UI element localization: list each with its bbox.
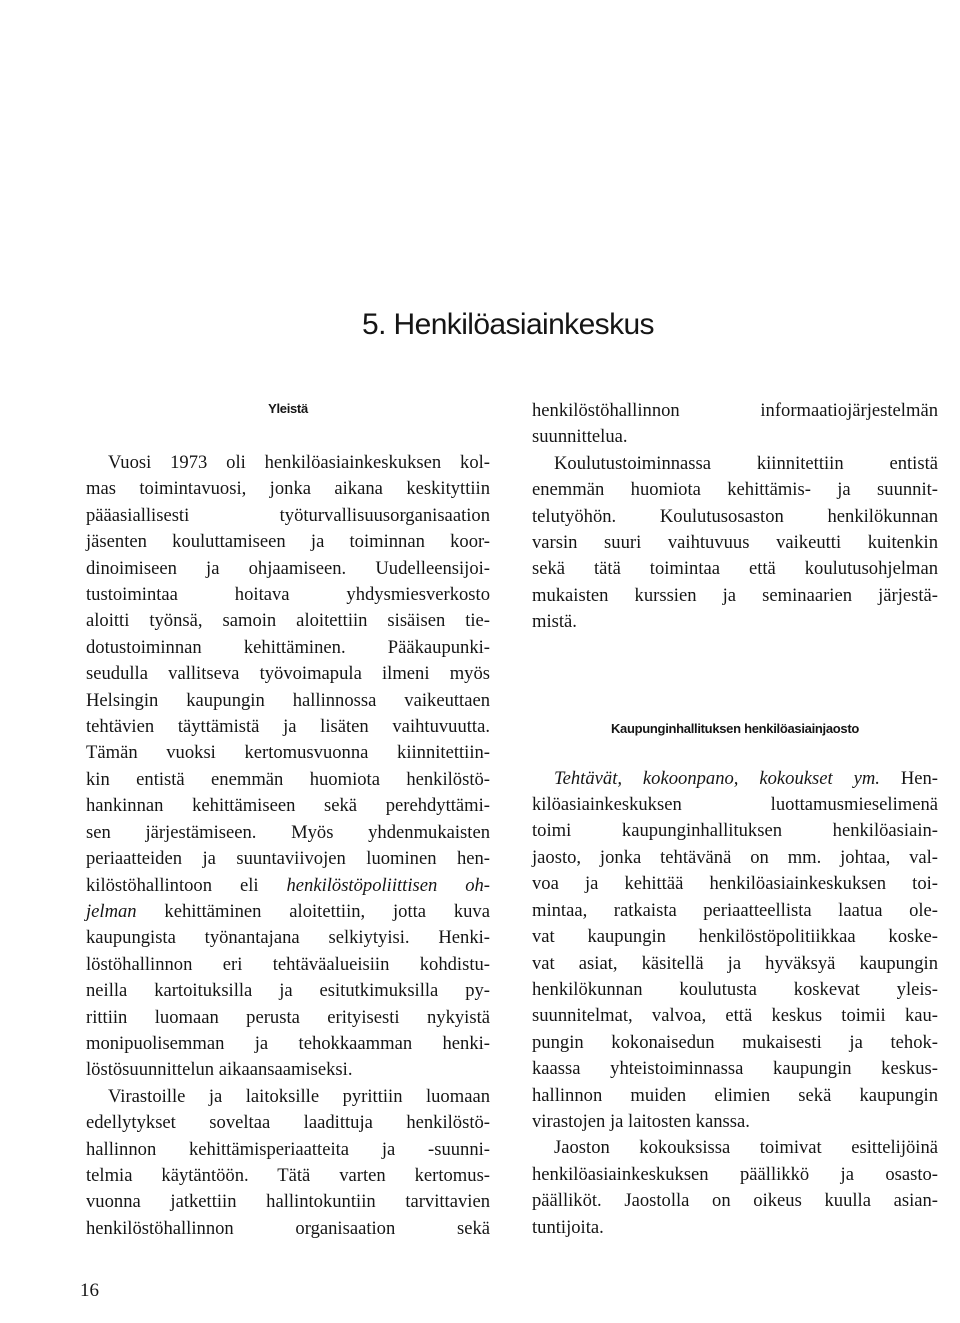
text-line: Vuosi 1973 oli henkilöasiainkeskuksen kol- — [108, 452, 490, 473]
text-line: tustoimintaa hoitava yhdysmiesverkosto — [86, 584, 490, 606]
chapter-title: 5. Henkilöasiainkeskus — [362, 308, 654, 341]
text-line: mukaisten kurssien ja seminaarien järjestä- — [532, 584, 938, 606]
text-line: henkilöasiainkeskuksen päällikkö ja osasto- — [532, 1163, 938, 1185]
section-heading-general: Yleistä — [268, 401, 308, 416]
text-line: suunnittelua. — [532, 426, 628, 448]
text-line: telutyöhön. Koulutusosaston henkilökunnan — [532, 505, 938, 527]
text-line: Helsingin kaupungin hallinnossa vaikeuttaen — [86, 689, 490, 711]
general-paragraph-2 — [86, 1084, 490, 1242]
italic-term: henkilöstöpoliittisen oh- — [286, 874, 490, 896]
text-fragment: Hen- — [879, 767, 938, 789]
text-line-with-italic — [532, 766, 938, 792]
text-line: mas toimintavuosi, jonka aikana keskityttiin — [86, 478, 490, 500]
text-line: toimi kaupunginhallituksen henkilöasiain- — [532, 820, 938, 842]
text-line: edellytykset soveltaa laadittuja henkilöstö- — [86, 1112, 490, 1134]
text-line: enemmän huomiota kehittämis- ja suunnit- — [532, 479, 938, 501]
text-line: kaupungista työnantajana selkiytyisi. Henki- — [86, 927, 490, 949]
text-line: päälliköt. Jaostolla on oikeus kuulla asian- — [532, 1190, 938, 1212]
text-line: kin entistä enemmän huomiota henkilöstö- — [86, 768, 490, 790]
text-line: henkilöstöhallinnon informaatiojärjestelmän — [532, 400, 938, 421]
text-line: mintaa, ratkaista periaatteellista laatua ole- — [532, 899, 938, 921]
text-line-with-italic — [86, 899, 490, 925]
division-paragraph-2 — [532, 1135, 938, 1241]
text-line: jaosto, jonka tehtävänä on mm. johtaa, val- — [532, 846, 938, 868]
training-paragraph — [532, 451, 938, 636]
italic-lead: Tehtävät, kokoonpano, kokoukset ym. — [554, 767, 880, 789]
text-line: virastojen ja laitosten kanssa. — [532, 1110, 750, 1132]
section-heading-division: Kaupunginhallituksen henkilöasiainjaosto — [610, 720, 860, 736]
text-line: vat kaupungin henkilöstöpolitiikkaa koske- — [532, 926, 938, 948]
text-line: telmia käytäntöön. Tätä varten kertomus- — [86, 1164, 490, 1186]
text-line: hallinnon kehittämisperiaatteita ja -suunni- — [86, 1138, 490, 1160]
left-column — [86, 398, 490, 1242]
text-line: kilöasiainkeskuksen luottamusmieselimenä — [532, 794, 938, 816]
text-line: henkilöstöhallinnon organisaation sekä — [86, 1217, 490, 1239]
italic-term-end: jelman — [86, 900, 137, 922]
text-line: mistä. — [532, 611, 577, 633]
text-line: pungin kokonaisedun mukaisesti ja tehok- — [532, 1031, 938, 1053]
text-line: tehtävien täyttämistä ja lisäten vaihtuvuutta. — [86, 716, 490, 738]
text-line: Virastoille ja laitoksille pyrittiin luomaan — [108, 1085, 490, 1107]
text-line: pääasiallisesti työturvallisuusorganisaation — [86, 504, 490, 526]
section-spacer — [532, 636, 938, 718]
text-line: dinoimiseen ja ohjaamiseen. Uudelleensijoi- — [86, 557, 490, 579]
text-fragment: kehittäminen aloitettiin, jotta kuva — [136, 900, 490, 922]
text-line: hallinnon muiden elimien sekä kaupungin — [532, 1084, 938, 1106]
text-line: henkilökunnan koulutusta koskevat yleis- — [532, 978, 938, 1000]
text-line: sekä tätä toimintaa että koulutusohjelman — [532, 558, 938, 580]
text-line: löstösuunnittelun aikaansaamiseksi. — [86, 1059, 353, 1081]
text-line: jäsenten kouluttamiseen ja toiminnan koor- — [86, 531, 490, 553]
text-line: löstöhallinnon eri tehtäväalueisiin kohdistu- — [86, 953, 490, 975]
right-column — [532, 398, 938, 1241]
text-line: seudulla vallitseva työvoimapula ilmeni myös — [86, 663, 490, 685]
text-line: vuonna jatkettiin hallintokuntiin tarvittavien — [86, 1191, 490, 1213]
text-line: voa ja kehittää henkilöasiainkeskuksen toi- — [532, 873, 938, 895]
page-number: 16 — [80, 1280, 99, 1301]
text-line: rittiin luomaan perusta erityisesti nykyistä — [86, 1006, 490, 1028]
text-line: Koulutustoiminnassa kiinnitettiin entistä — [554, 452, 938, 474]
text-line: neilla kartoituksilla ja esitutkimuksilla py- — [86, 980, 490, 1002]
text-line: Jaoston kokouksissa toimivat esittelijöinä — [554, 1137, 938, 1159]
text-line: tuntijoita. — [532, 1216, 604, 1238]
continuation-paragraph — [532, 398, 938, 451]
general-paragraph — [86, 450, 490, 1084]
text-line: kaassa yhteistoiminnassa kaupungin keskus- — [532, 1058, 938, 1080]
text-line: monipuolisemman ja tehokkaamman henki- — [86, 1032, 490, 1054]
text-line: sen järjestämiseen. Myös yhdenmukaisten — [86, 821, 490, 843]
division-paragraph — [532, 766, 938, 1136]
text-line: Tämän vuoksi kertomusvuonna kiinnitettiin- — [86, 742, 490, 764]
text-line: suunnitelmat, valvoa, että keskus toimii kau- — [532, 1005, 938, 1027]
text-line: vat asiat, käsitellä ja hyväksyä kaupungin — [532, 952, 938, 974]
text-line: varsin suuri vaihtuvuus vaikeutti kuitenkin — [532, 532, 938, 554]
text-line: periaatteiden ja suuntaviivojen luominen hen- — [86, 848, 490, 870]
text-line: dotustoiminnan kehittäminen. Pääkaupunki- — [86, 636, 490, 658]
text-line: hankinnan kehittämiseen sekä perehdyttämi- — [86, 795, 490, 817]
text-line-with-italic — [86, 873, 490, 899]
text-line: aloitti työnsä, samoin aloitettiin sisäisen tie- — [86, 610, 490, 632]
text-fragment: kilöstöhallintoon eli — [86, 874, 287, 896]
